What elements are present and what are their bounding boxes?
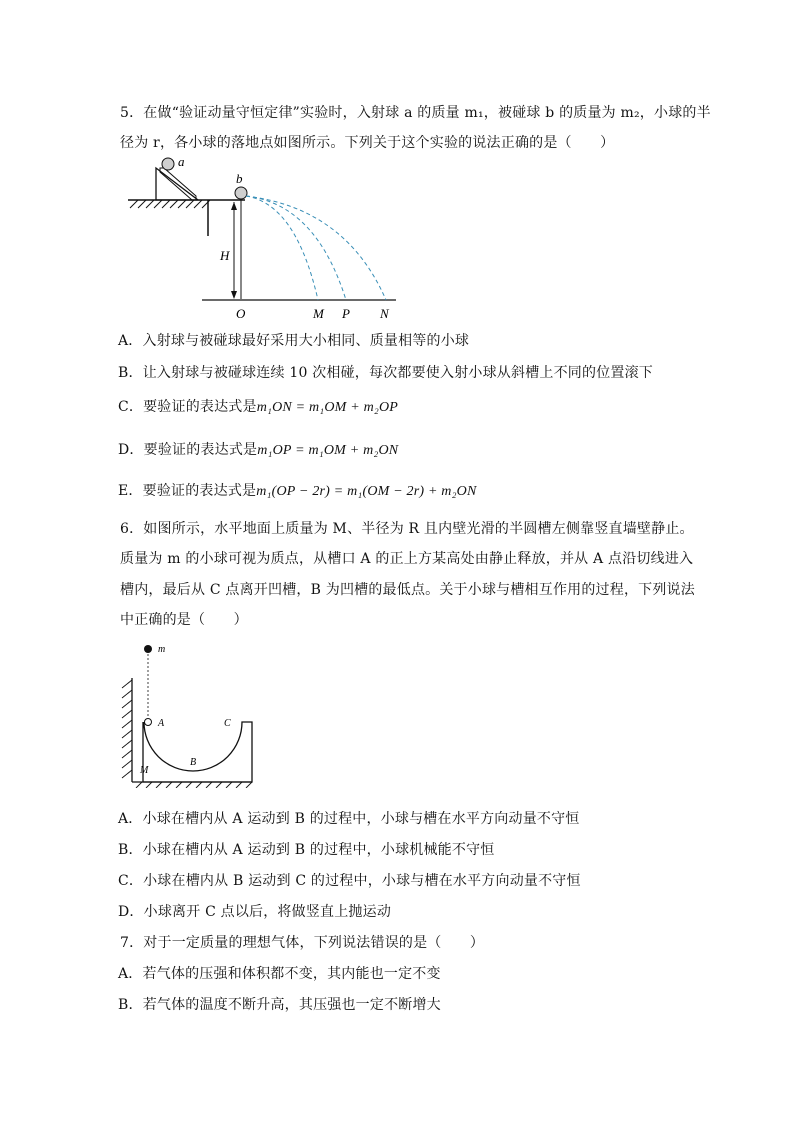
q7-option-b: B．若气体的温度不断升高，其压强也一定不断增大 <box>118 997 441 1013</box>
q6-option-c: C．小球在槽内从 B 运动到 C 的过程中，小球与槽在水平方向动量不守恒 <box>118 873 581 889</box>
q6-option-a: A．小球在槽内从 A 运动到 B 的过程中，小球与槽在水平方向动量不守恒 <box>118 811 580 827</box>
q5-option-e-formula: m₁(OP − 2r) = m₁(OM − 2r) + m₂ON <box>256 484 477 499</box>
trajectory-n <box>246 196 386 300</box>
trajectory-p <box>246 196 346 300</box>
q5-option-b: B．让入射球与被碰球连续 10 次相碰，每次都要使入射小球从斜槽上不同的位置滚下 <box>118 365 654 381</box>
q5-option-d <box>118 441 398 460</box>
label-ball-a: a <box>178 154 185 169</box>
q6-option-d: D．小球离开 C 点以后，将做竖直上抛运动 <box>118 904 392 920</box>
q7-option-a: A．若气体的压强和体积都不变，其内能也一定不变 <box>118 966 441 982</box>
label-point-a: A <box>158 718 165 729</box>
label-point-p: P <box>342 306 350 321</box>
q5-option-e-text: E．要验证的表达式是 <box>118 483 257 499</box>
q5-option-c-text: C．要验证的表达式是 <box>118 399 257 415</box>
label-point-m: M <box>313 306 324 321</box>
label-ball-b: b <box>236 171 243 186</box>
label-height: H <box>220 248 230 263</box>
q6-stem-line3: 槽内，最后从 C 点离开凹槽，B 为凹槽的最低点。关于小球与槽相互作用的过程，下列说法 <box>120 582 695 598</box>
ball-b <box>235 187 247 199</box>
q6-option-b: B．小球在槽内从 A 运动到 B 的过程中，小球机械能不守恒 <box>118 842 495 858</box>
q5-option-d-text: D．要验证的表达式是 <box>118 442 258 458</box>
label-point-c: C <box>224 718 231 729</box>
trajectory-m <box>246 196 318 300</box>
label-point-b: B <box>190 757 197 768</box>
groove <box>143 722 252 782</box>
q5-stem-line1: 5．在做“验证动量守恒定律”实验时，入射球 a 的质量 m₁，被碰球 b 的质量为 m₂，小球的半 <box>120 105 711 121</box>
q5-stem-line2: 径为 r，各小球的落地点如图所示。下列关于这个实验的说法正确的是（ ） <box>120 135 615 151</box>
q6-stem-line2: 质量为 m 的小球可视为质点，从槽口 A 的正上方某高处由静止释放，并从 A 点沿切线进入 <box>120 551 694 567</box>
q5-option-c-formula: m₁ON = m₁OM + m₂OP <box>256 400 399 415</box>
q7-stem-line1: 7．对于一定质量的理想气体，下列说法错误的是（ ） <box>120 935 485 951</box>
label-point-n: N <box>380 306 389 321</box>
q6-figure <box>118 640 268 788</box>
q6-stem-line1: 6．如图所示，水平地面上质量为 M、半径为 R 且内壁光滑的半圆槽左侧靠竖直墙壁静止。 <box>120 521 694 537</box>
q5-option-e <box>118 482 477 501</box>
q5-figure <box>120 152 410 322</box>
q5-option-d-formula: m₁OP = m₁OM + m₂ON <box>257 443 399 458</box>
ball-m <box>144 645 152 653</box>
q5-option-a: A．入射球与被碰球最好采用大小相同、质量相等的小球 <box>118 333 470 349</box>
label-origin: O <box>236 306 246 321</box>
label-mass: M <box>140 765 149 776</box>
q5-option-c <box>118 398 398 417</box>
ball-a <box>162 158 174 170</box>
label-ball-m: m <box>158 644 166 655</box>
q6-stem-line4: 中正确的是（ ） <box>120 612 248 628</box>
